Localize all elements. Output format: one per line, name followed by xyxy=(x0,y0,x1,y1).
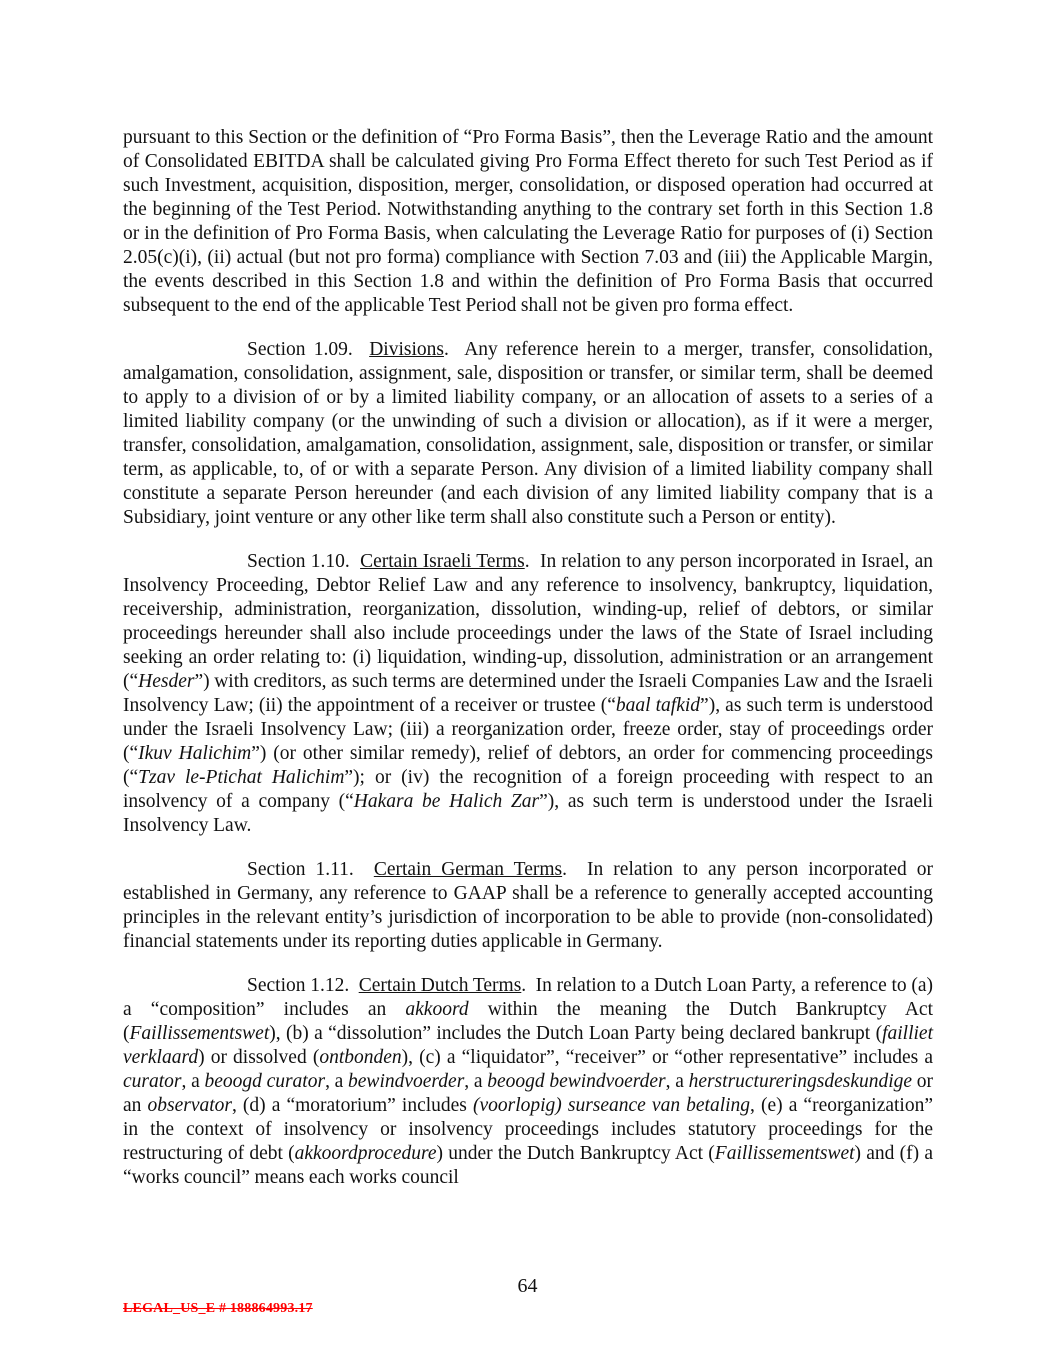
text-run: . In relation to any person incorporated or established in Germany, any reference to GAAP shall be a reference to generally accepted accounting principles in the relevant entity’s jurisdiction of incorporation to be able to provide (non-consolidated) financial statements under its reporting duties applicable in Germany. xyxy=(123,859,933,952)
section-1-10-certain-israeli-terms xyxy=(123,550,933,838)
text-run: Section 1.12. xyxy=(247,975,359,996)
text-run: , a xyxy=(181,1071,205,1092)
text-run: baal tafkid xyxy=(615,695,701,716)
text-run: Faillissementswet xyxy=(714,1143,855,1164)
text-run: beoogd curator xyxy=(204,1071,326,1092)
text-run: or an xyxy=(123,1071,934,1116)
footer-doc-id: LEGAL_US_E # 188864993.17 xyxy=(123,1301,313,1316)
text-run: ”), as such term is understood under the Israeli Insolvency Law. xyxy=(123,791,934,836)
text-run: ) under the Dutch Bankruptcy Act ( xyxy=(436,1143,715,1164)
text-run: herstructureringsdeskundige xyxy=(688,1071,913,1092)
text-run: curator xyxy=(123,1071,182,1092)
text-run: ), (c) a “liquidator”, “receiver” or “other representative” includes a xyxy=(401,1047,934,1068)
text-run: . Any reference herein to a merger, transfer, consolidation, amalgamation, consolidation, assignment, sale, disposition or transfer, or similar term, shall be deemed to apply to a division of or by a limited liability company, or an allocation of assets to a series of a limited liability company (or the unwinding of such a division or allocation), as if it were a merger, transfer, consolidation, amalgamation, consolidation, assignment, sale, disposition or transfer, or similar term, as applicable, to, of or with a separate Person. Any division of a limited liability company shall constitute a separate Person hereunder (and each division of any limited liability company that is a Subsidiary, joint venture or any other like term shall also constitute such a Person or entity). xyxy=(123,339,933,528)
text-run: . In relation to any person incorporated in Israel, an Insolvency Proceeding, Debtor Relief Law and any reference to insolvency, bankruptcy, liquidation, receivership, administration, reorganization, dissolution, winding-up, relief of debtors, or similar proceedings hereunder shall also include proceedings under the laws of the State of Israel including seeking an order relating to: (i) liquidation, winding-up, dissolution, administration or an arrangement (“ xyxy=(123,551,933,692)
text-run: ”) with creditors, as such terms are determined under the Israeli Companies Law and the Israeli Insolvency Law; (ii) the appointment of a receiver or trustee (“ xyxy=(123,671,933,716)
text-run: , (e) a “reorganization” in the context of insolvency or insolvency proceedings includes statutory proceedings for the restructuring of debt ( xyxy=(123,1095,934,1164)
text-run: akkoord xyxy=(405,999,469,1020)
paragraph-pro-forma-continuation xyxy=(123,126,933,318)
text-run: Hesder xyxy=(138,671,195,692)
text-run: Tzav le-Ptichat Halichim xyxy=(138,767,345,788)
text-run: , a xyxy=(665,1071,689,1092)
text-run: akkoordprocedure xyxy=(294,1143,437,1164)
section-heading-title: Divisions xyxy=(369,339,444,360)
text-run: pursuant to this Section or the definition of “Pro Forma Basis”, then the Leverage Ratio and the amount of Consolidated EBITDA shall be calculated giving Pro Forma Effect thereto for such Test Period as if such Investment, acquisition, disposition, merger, consolidation, or disposed operation had occurred at the beginning of the Test Period. Notwithstanding anything to the contrary set forth in this Section 1.8 or in the definition of Pro Forma Basis, when calculating the Leverage Ratio for purposes of (i) Section 2.05(c)(i), (ii) actual (but not pro forma) compliance with Section 7.03 and (iii) the Applicable Margin, the events described in this Section 1.8 and within the definition of Pro Forma Basis that occurred subsequent to the end of the applicable Test Period shall not be given pro forma effect. xyxy=(123,127,933,316)
text-run: Faillissementswet xyxy=(129,1023,270,1044)
text-run: Section 1.09. xyxy=(247,339,370,360)
text-run: , a xyxy=(325,1071,349,1092)
text-run: , (d) a “moratorium” includes xyxy=(231,1095,473,1116)
text-run: (voorlopig) surseance van betaling xyxy=(472,1095,751,1116)
text-run: ) and (f) a “works council” means each works council xyxy=(123,1143,933,1188)
text-run: bewindvoerder xyxy=(348,1071,465,1092)
page-number: 64 xyxy=(517,1275,538,1297)
text-run: ”); or (iv) the recognition of a foreign proceeding with respect to an insolvency of a company (“ xyxy=(123,767,933,812)
text-run: ”) (or other similar remedy), relief of debtors, an order for commencing proceedings (“ xyxy=(123,743,933,788)
section-1-09-divisions xyxy=(123,338,933,530)
text-run: within the meaning the Dutch Bankruptcy Act ( xyxy=(123,999,933,1044)
text-run: ) or dissolved ( xyxy=(198,1047,320,1068)
text-run: observator xyxy=(147,1095,232,1116)
text-run: ), (b) a “dissolution” includes the Dutch Loan Party being declared bankrupt ( xyxy=(269,1023,883,1044)
text-run: ontbonden xyxy=(319,1047,402,1068)
text-run: Section 1.10. xyxy=(247,551,361,572)
document-body xyxy=(123,126,933,1210)
text-run: beoogd bewindvoerder xyxy=(487,1071,666,1092)
text-run: Ikuv Halichim xyxy=(138,743,252,764)
section-heading-title: Certain German Terms xyxy=(373,859,563,880)
text-run: ”), as such term is understood under the Israeli Insolvency Law; (iii) a reorganization order, freeze order, stay of proceedings order (“ xyxy=(123,695,933,764)
section-heading-title: Certain Dutch Terms xyxy=(358,975,522,996)
text-run: Section 1.11. xyxy=(247,859,374,880)
section-1-11-certain-german-terms xyxy=(123,858,933,954)
text-run: . In relation to a Dutch Loan Party, a reference to (a) a “composition” includes an xyxy=(123,975,933,1020)
text-run: failliet verklaard xyxy=(123,1023,933,1068)
section-1-12-certain-dutch-terms xyxy=(123,974,933,1190)
text-run: Hakara be Halich Zar xyxy=(353,791,540,812)
text-run: , a xyxy=(464,1071,488,1092)
section-heading-title: Certain Israeli Terms xyxy=(360,551,525,572)
